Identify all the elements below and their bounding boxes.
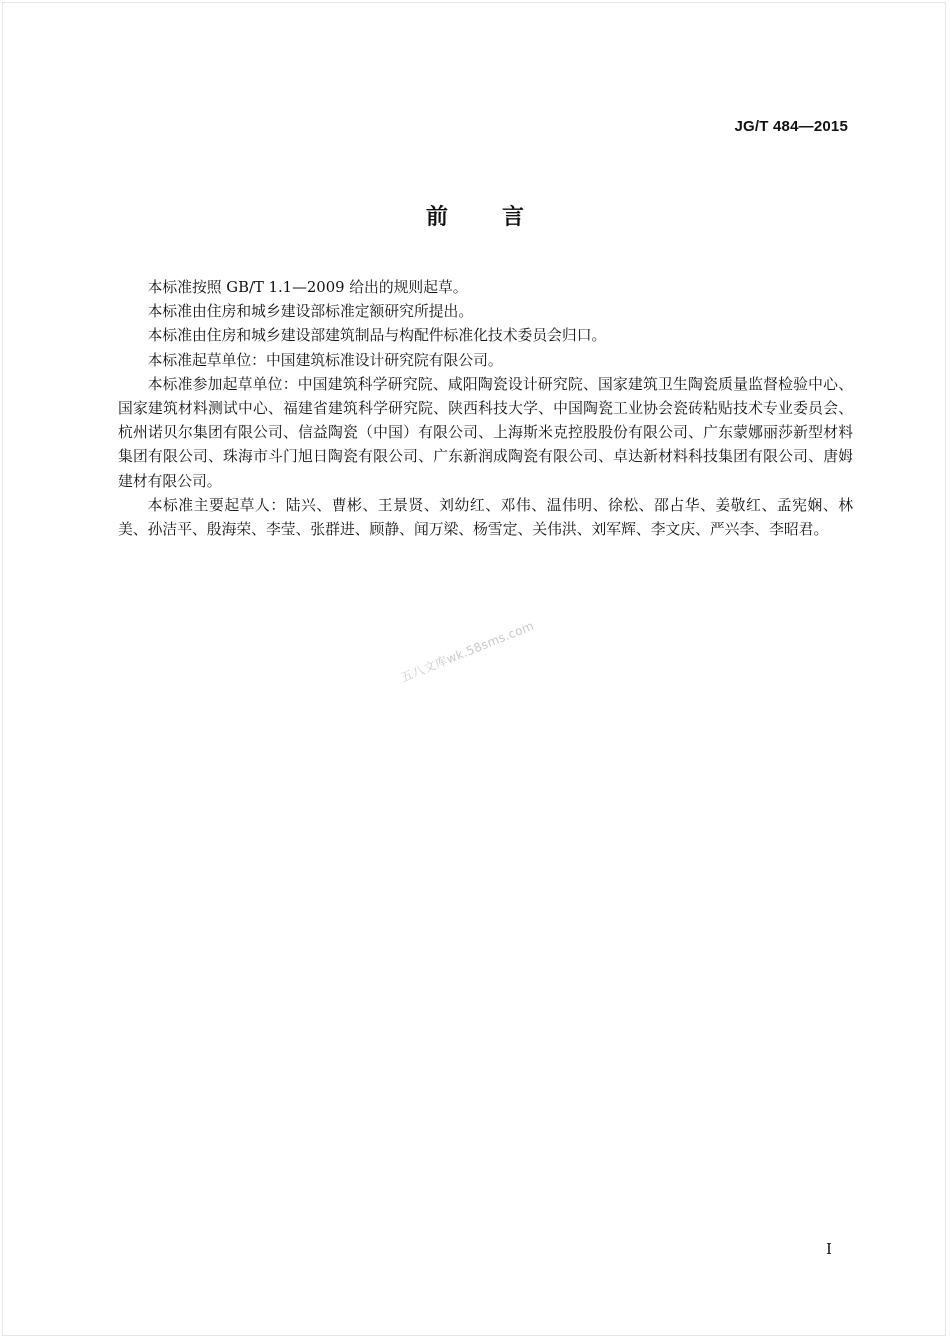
- paragraph-participating-units: 本标准参加起草单位：中国建筑科学研究院、咸阳陶瓷设计研究院、国家建筑卫生陶瓷质量监督检验中心、国家建筑材料测试中心、福建省建筑科学研究院、陕西科技大学、中国陶瓷工业协会瓷砖粘贴技术专业委员会、杭州诺贝尔集团有限公司、信益陶瓷（中国）有限公司、上海斯米克控股股份有限公司、广东蒙娜丽莎新型材料集团有限公司、珠海市斗门旭日陶瓷有限公司、广东新润成陶瓷有限公司、卓达新材料科技集团有限公司、唐姆建材有限公司。: [118, 375, 853, 490]
- preface-body: [118, 276, 853, 542]
- paragraph-proposed-by: 本标准由住房和城乡建设部标准定额研究所提出。: [147, 303, 474, 321]
- paragraph-drafting-unit: 本标准起草单位：中国建筑标准设计研究院有限公司。: [147, 351, 503, 369]
- paragraph-drafting-rules: 本标准按照 GB/T 1.1—2009 给出的规则起草。: [147, 279, 468, 296]
- page-number: I: [826, 1240, 832, 1258]
- paragraph-under-jurisdiction: 本标准由住房和城乡建设部建筑制品与构配件标准化技术委员会归口。: [147, 327, 607, 345]
- standard-code: JG/T 484—2015: [734, 118, 848, 135]
- watermark: 五八文库wk.58sms.com: [398, 618, 536, 685]
- page-title: 前言: [425, 204, 578, 230]
- paragraph-main-drafters: 本标准主要起草人：陆兴、曹彬、王景贤、刘幼红、邓伟、温伟明、徐松、邵占华、姜敬红、孟宪娴、林美、孙洁平、殷海荣、李莹、张群进、顾静、闻万梁、杨雪定、关伟洪、刘军辉、李文庆、严兴李、李昭君。: [118, 496, 853, 539]
